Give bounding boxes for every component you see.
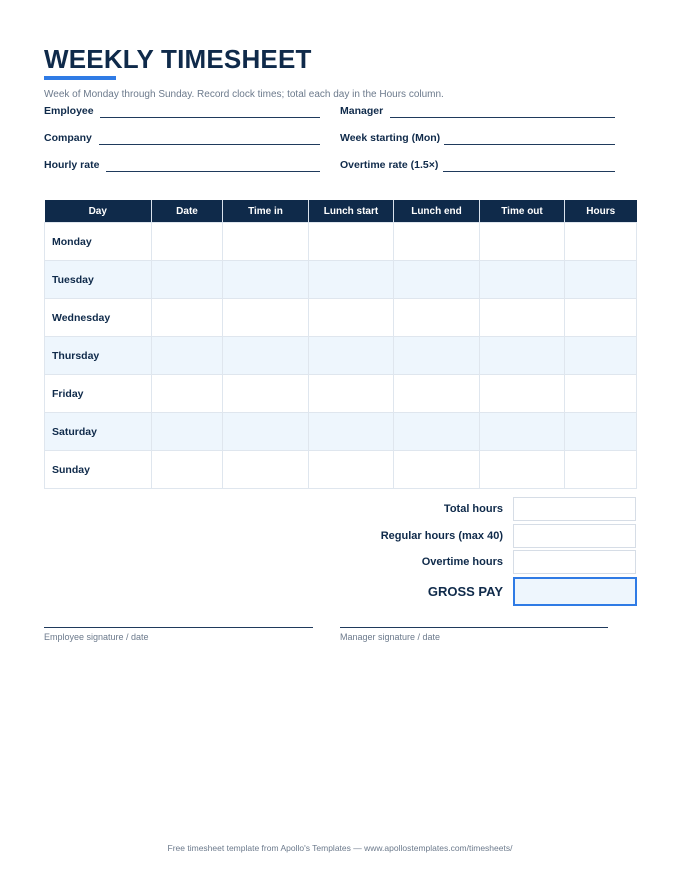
table-row — [45, 413, 637, 451]
lunch-start-cell[interactable] — [309, 413, 394, 451]
total-hours-label: Total hours — [443, 503, 503, 515]
day-cell: Sunday — [45, 451, 152, 489]
lunch-end-cell[interactable] — [394, 223, 480, 261]
date-cell[interactable] — [152, 413, 223, 451]
lunch-start-cell[interactable] — [309, 337, 394, 375]
time-out-cell[interactable] — [480, 413, 565, 451]
table-row — [45, 261, 637, 299]
time-out-cell[interactable] — [480, 299, 565, 337]
regular-hours-box[interactable] — [513, 524, 636, 548]
date-cell[interactable] — [152, 261, 223, 299]
manager-signature-label: Manager signature / date — [340, 632, 441, 642]
hours-cell[interactable] — [565, 299, 637, 337]
column-header-time-out: Time out — [480, 200, 565, 223]
company-label: Company — [44, 132, 92, 144]
date-cell[interactable] — [152, 375, 223, 413]
lunch-end-cell[interactable] — [394, 375, 480, 413]
time-in-cell[interactable] — [223, 337, 309, 375]
week-starting-label: Week starting (Mon) — [340, 132, 441, 144]
day-cell: Saturday — [45, 413, 152, 451]
company-line[interactable] — [99, 144, 320, 145]
column-header-lunch-end: Lunch end — [394, 200, 480, 223]
footer-credit: Free timesheet template from Apollo's Templates — www.apollostemplates.com/timesheets/ — [167, 843, 513, 853]
lunch-end-cell[interactable] — [394, 413, 480, 451]
hourly-rate-label: Hourly rate — [44, 159, 100, 171]
lunch-end-cell[interactable] — [394, 337, 480, 375]
gross-pay-label: GROSS PAY — [427, 584, 503, 599]
overtime-hours-label: Overtime hours — [421, 556, 503, 568]
lunch-start-cell[interactable] — [309, 261, 394, 299]
timesheet-table — [44, 200, 637, 489]
column-header-lunch-start: Lunch start — [309, 200, 394, 223]
manager-label: Manager — [340, 105, 384, 117]
time-out-cell[interactable] — [480, 375, 565, 413]
overtime-rate-label: Overtime rate (1.5×) — [340, 159, 439, 171]
lunch-end-cell[interactable] — [394, 261, 480, 299]
hours-cell[interactable] — [565, 413, 637, 451]
regular-hours-label: Regular hours (max 40) — [380, 530, 503, 542]
time-in-cell[interactable] — [223, 261, 309, 299]
day-cell: Tuesday — [45, 261, 152, 299]
employee-signature-label: Employee signature / date — [44, 632, 149, 642]
time-out-cell[interactable] — [480, 337, 565, 375]
lunch-start-cell[interactable] — [309, 375, 394, 413]
time-in-cell[interactable] — [223, 299, 309, 337]
manager-signature-line[interactable] — [340, 627, 608, 628]
column-header-hours: Hours — [565, 200, 637, 223]
day-cell: Thursday — [45, 337, 152, 375]
column-header-day: Day — [45, 200, 152, 223]
hours-cell[interactable] — [565, 223, 637, 261]
table-row — [45, 451, 637, 489]
date-cell[interactable] — [152, 451, 223, 489]
overtime-hours-box[interactable] — [513, 550, 636, 574]
employee-signature-line[interactable] — [44, 627, 313, 628]
time-in-cell[interactable] — [223, 223, 309, 261]
table-header-row — [45, 200, 637, 223]
time-out-cell[interactable] — [480, 261, 565, 299]
time-in-cell[interactable] — [223, 451, 309, 489]
table-row — [45, 299, 637, 337]
table-row — [45, 337, 637, 375]
page-title: WEEKLY TIMESHEET — [44, 44, 312, 74]
time-out-cell[interactable] — [480, 223, 565, 261]
time-out-cell[interactable] — [480, 451, 565, 489]
lunch-end-cell[interactable] — [394, 451, 480, 489]
day-cell: Friday — [45, 375, 152, 413]
date-cell[interactable] — [152, 299, 223, 337]
employee-line[interactable] — [100, 117, 320, 118]
lunch-start-cell[interactable] — [309, 299, 394, 337]
date-cell[interactable] — [152, 223, 223, 261]
hours-cell[interactable] — [565, 375, 637, 413]
overtime-rate-line[interactable] — [443, 171, 615, 172]
hours-cell[interactable] — [565, 451, 637, 489]
table-row — [45, 375, 637, 413]
lunch-start-cell[interactable] — [309, 451, 394, 489]
week-starting-line[interactable] — [444, 144, 615, 145]
hours-cell[interactable] — [565, 337, 637, 375]
manager-line[interactable] — [390, 117, 615, 118]
hourly-rate-line[interactable] — [106, 171, 320, 172]
day-cell: Monday — [45, 223, 152, 261]
day-cell: Wednesday — [45, 299, 152, 337]
time-in-cell[interactable] — [223, 375, 309, 413]
page-subtitle: Week of Monday through Sunday. Record clock times; total each day in the Hours column. — [44, 89, 444, 100]
table-row — [45, 223, 637, 261]
hours-cell[interactable] — [565, 261, 637, 299]
time-in-cell[interactable] — [223, 413, 309, 451]
column-header-date: Date — [152, 200, 223, 223]
column-header-time-in: Time in — [223, 200, 309, 223]
lunch-end-cell[interactable] — [394, 299, 480, 337]
employee-label: Employee — [44, 105, 94, 117]
lunch-start-cell[interactable] — [309, 223, 394, 261]
gross-pay-box[interactable] — [513, 577, 637, 606]
title-underline — [44, 76, 116, 80]
total-hours-box[interactable] — [513, 497, 636, 521]
date-cell[interactable] — [152, 337, 223, 375]
